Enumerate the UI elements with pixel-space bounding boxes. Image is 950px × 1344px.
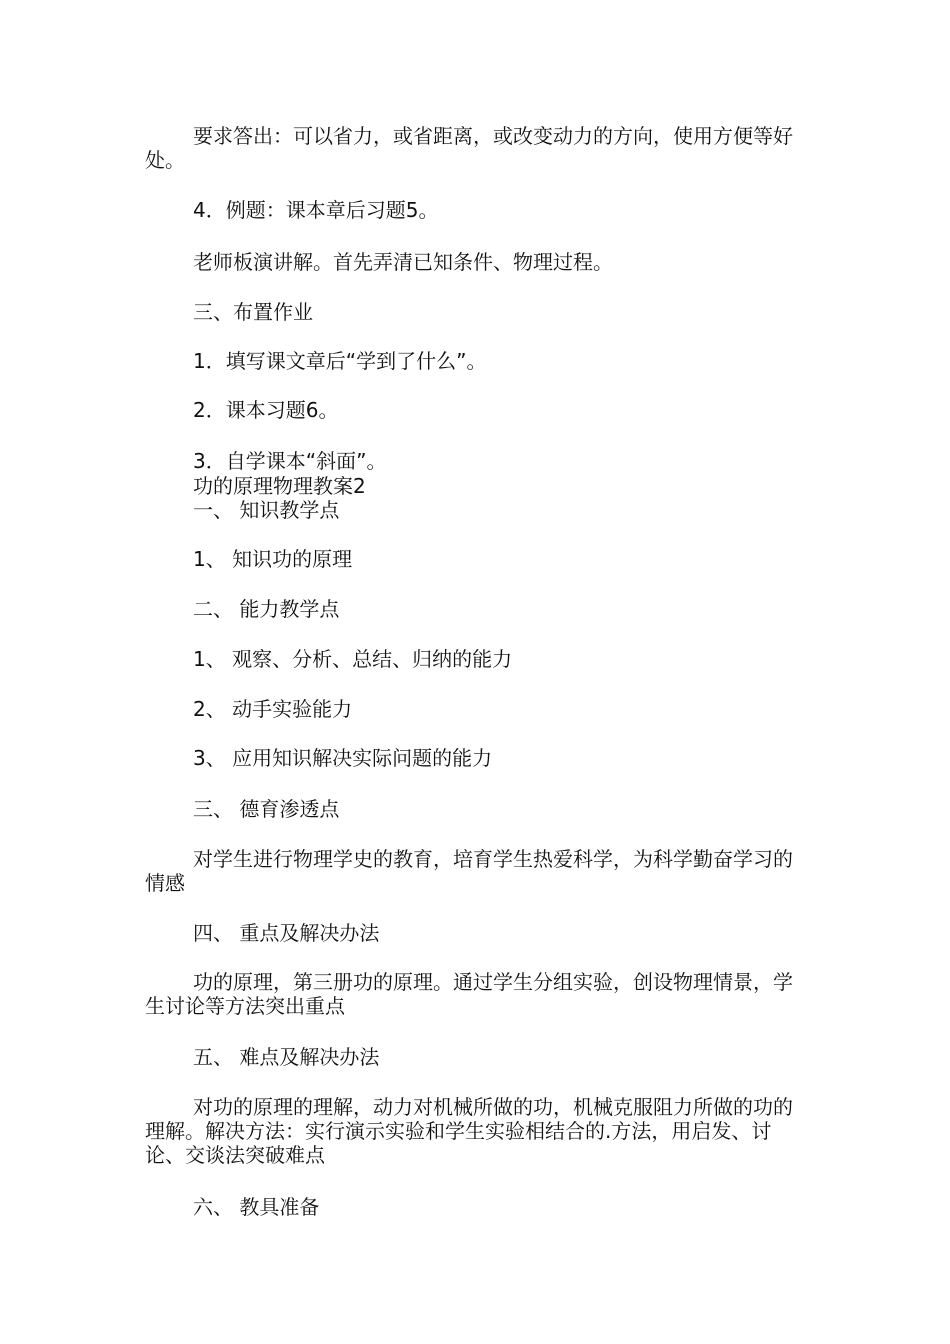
heading-homework: 三、布置作业 xyxy=(193,300,313,324)
section-title-lesson-plan-2: 功的原理物理教案2 xyxy=(193,474,366,498)
paragraph-key-points: 功的原理，第三册功的原理。通过学生分组实验，创设物理情景，学生讨论等方法突出重点 xyxy=(145,970,793,1018)
list-item-homework-1: 1．填写课文章后“学到了什么”。 xyxy=(193,349,487,373)
list-item-homework-2: 2．课本习题6。 xyxy=(193,398,339,422)
list-item-homework-3: 3．自学课本“斜面”。 xyxy=(193,449,387,473)
paragraph-example: 4．例题：课本章后习题5。 xyxy=(193,198,439,222)
paragraph-moral-education: 对学生进行物理学史的教育，培育学生热爱科学，为科学勤奋学习的情感 xyxy=(145,847,793,895)
list-item-ability-3: 3、 应用知识解决实际问题的能力 xyxy=(193,746,493,770)
paragraph-difficult-points: 对功的原理的理解，动力对机械所做的功，机械克服阻力所做的功的理解。解决方法：实行演示实验和学生实验相结合的.方法，用启发、讨论、交谈法突破难点 xyxy=(145,1095,793,1167)
list-item-ability-1: 1、 观察、分析、总结、归纳的能力 xyxy=(193,647,513,671)
heading-difficult-points: 五、 难点及解决办法 xyxy=(193,1045,380,1069)
list-item-ability-2: 2、 动手实验能力 xyxy=(193,697,353,721)
heading-moral-points: 三、 德育渗透点 xyxy=(193,797,340,821)
heading-ability-points: 二、 能力教学点 xyxy=(193,597,340,621)
heading-knowledge-points: 一、 知识教学点 xyxy=(193,498,340,522)
heading-teaching-aids: 六、 教具准备 xyxy=(193,1195,320,1219)
list-item-knowledge-1: 1、 知识功的原理 xyxy=(193,547,353,571)
heading-key-points: 四、 重点及解决办法 xyxy=(193,921,380,945)
paragraph-teacher-demo: 老师板演讲解。首先弄清已知条件、物理过程。 xyxy=(193,250,613,274)
paragraph-answer-requirement: 要求答出：可以省力，或省距离，或改变动力的方向，使用方便等好处。 xyxy=(145,124,793,172)
